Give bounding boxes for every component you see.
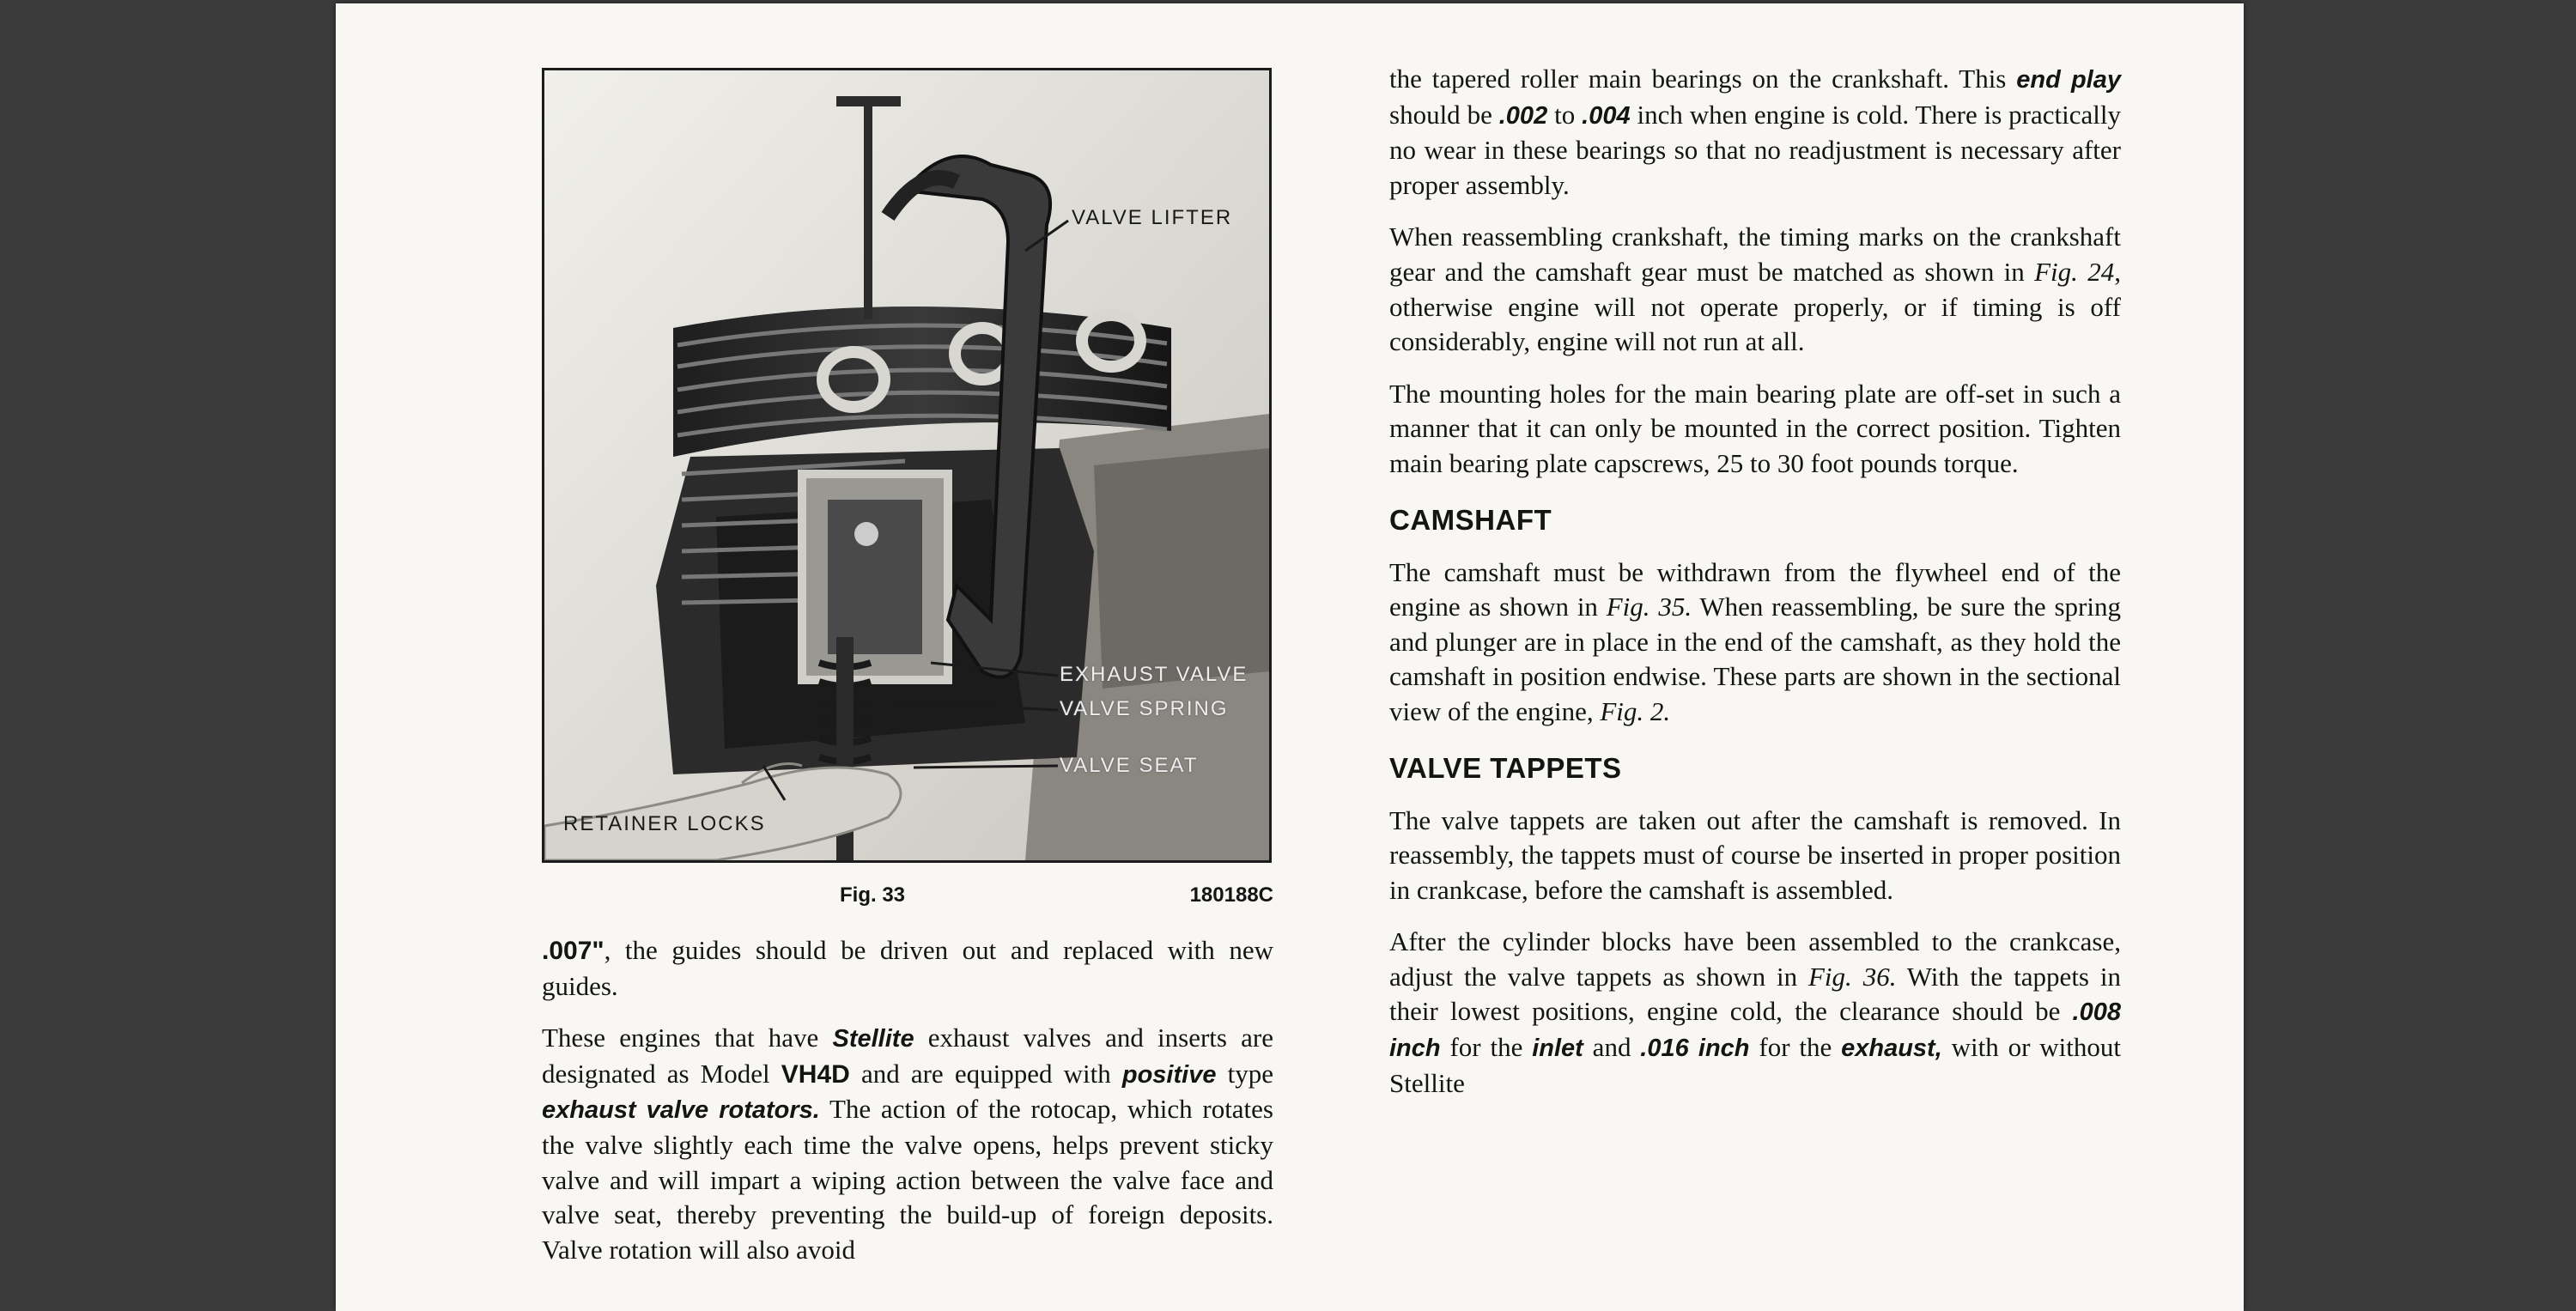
callout-valve-seat: VALVE SEAT	[1060, 754, 1199, 777]
left-column	[542, 68, 1273, 1284]
value-008-inch: .008 inch	[1389, 998, 2121, 1063]
right-column	[1389, 62, 2121, 1118]
value-002: .002	[1498, 101, 1548, 130]
term-vh4d: VH4D	[781, 1059, 850, 1089]
ref-fig-36: Fig. 36.	[1808, 961, 1897, 992]
value-016-inch: .016 inch	[1640, 1035, 1750, 1063]
term-positive: positive	[1121, 1060, 1217, 1089]
paragraph-tappets-removed: The valve tappets are taken out after the camshaft is removed. In reassembly, the tappets must of course be inserted in proper position in crankcase, before the camshaft is assembled.	[1389, 804, 2121, 905]
term-stellite: Stellite	[832, 1025, 914, 1053]
heading-camshaft: CAMSHAFT	[1389, 503, 1552, 536]
figure-caption-row	[542, 878, 1273, 913]
ref-fig-24: Fig. 24	[2034, 256, 2115, 287]
figure-caption: Fig. 33	[840, 883, 906, 907]
paragraph-timing-marks: When reassembling crankshaft, the timing marks on the crankshaft gear and the camshaft gear must be matched as shown in Fig. 24, otherwise engine will not operate properly, or if timing is off considerably, engine will not run at all.	[1389, 222, 2121, 357]
value-004: .004	[1582, 101, 1631, 130]
callout-retainer-locks: RETAINER LOCKS	[563, 812, 766, 835]
term-exhaust-valve-rotators: exhaust valve rotators.	[542, 1096, 820, 1125]
ref-fig-2: Fig. 2.	[1600, 695, 1671, 726]
paragraph-mounting-holes: The mounting holes for the main bearing plate are off-set in such a manner that it can only be mounted in the correct position. Tighten main bearing plate capscrews, 25 to 30 foot pounds torque.	[1389, 378, 2121, 478]
term-exhaust: exhaust,	[1841, 1035, 1942, 1063]
figure-code: 180188C	[1189, 883, 1273, 907]
paragraph-end-play: the tapered roller main bearings on the crankshaft. This end play should be .002 to .004 inch when engine is cold. There is practically no wear in these bearings so that no readjustment is necessary after proper assembly.	[1389, 64, 2121, 200]
engine-illustration	[544, 70, 1269, 860]
callout-exhaust-valve: EXHAUST VALVE	[1060, 663, 1249, 686]
paragraph-stellite: These engines that have Stellite exhaust valves and inserts are designated as Model VH4D and are equipped with positive type exhaust valve rotators. The action of the rotocap, which rotates the valve slightly each time the valve opens, helps prevent sticky valve and will impart a wiping action between the valve face and valve seat, thereby preventing the build-up of foreign deposits. Valve rotation will also avoid	[542, 1023, 1273, 1265]
term-end-play: end play	[2016, 66, 2121, 94]
callout-valve-spring: VALVE SPRING	[1060, 697, 1229, 720]
manual-page	[336, 3, 2244, 1311]
measurement-007: .007"	[542, 937, 605, 965]
ref-fig-35: Fig. 35.	[1606, 592, 1692, 622]
term-inlet: inlet	[1532, 1035, 1583, 1063]
paragraph-guides: .007", the guides should be driven out and replaced with new guides.	[542, 935, 1273, 1001]
callout-valve-lifter: VALVE LIFTER	[1072, 206, 1233, 229]
paragraph-camshaft: The camshaft must be withdrawn from the flywheel end of the engine as shown in Fig. 35. When reassembling, be sure the spring and plunger are in place in the end of the camshaft, as they hold the camshaft in position endwise. These parts are shown in the sectional view of the engine, Fig. 2.	[1389, 556, 2121, 726]
heading-valve-tappets: VALVE TAPPETS	[1389, 751, 1622, 784]
paragraph-tappet-clearance: After the cylinder blocks have been assembled to the crankcase, adjust the valve tappets as shown in Fig. 36. With the tappets in their lowest positions, engine cold, the clearance should be .008 inch for the inlet and .016 inch for the exhaust, with or without Stellite	[1389, 926, 2121, 1098]
figure-33	[542, 68, 1272, 863]
